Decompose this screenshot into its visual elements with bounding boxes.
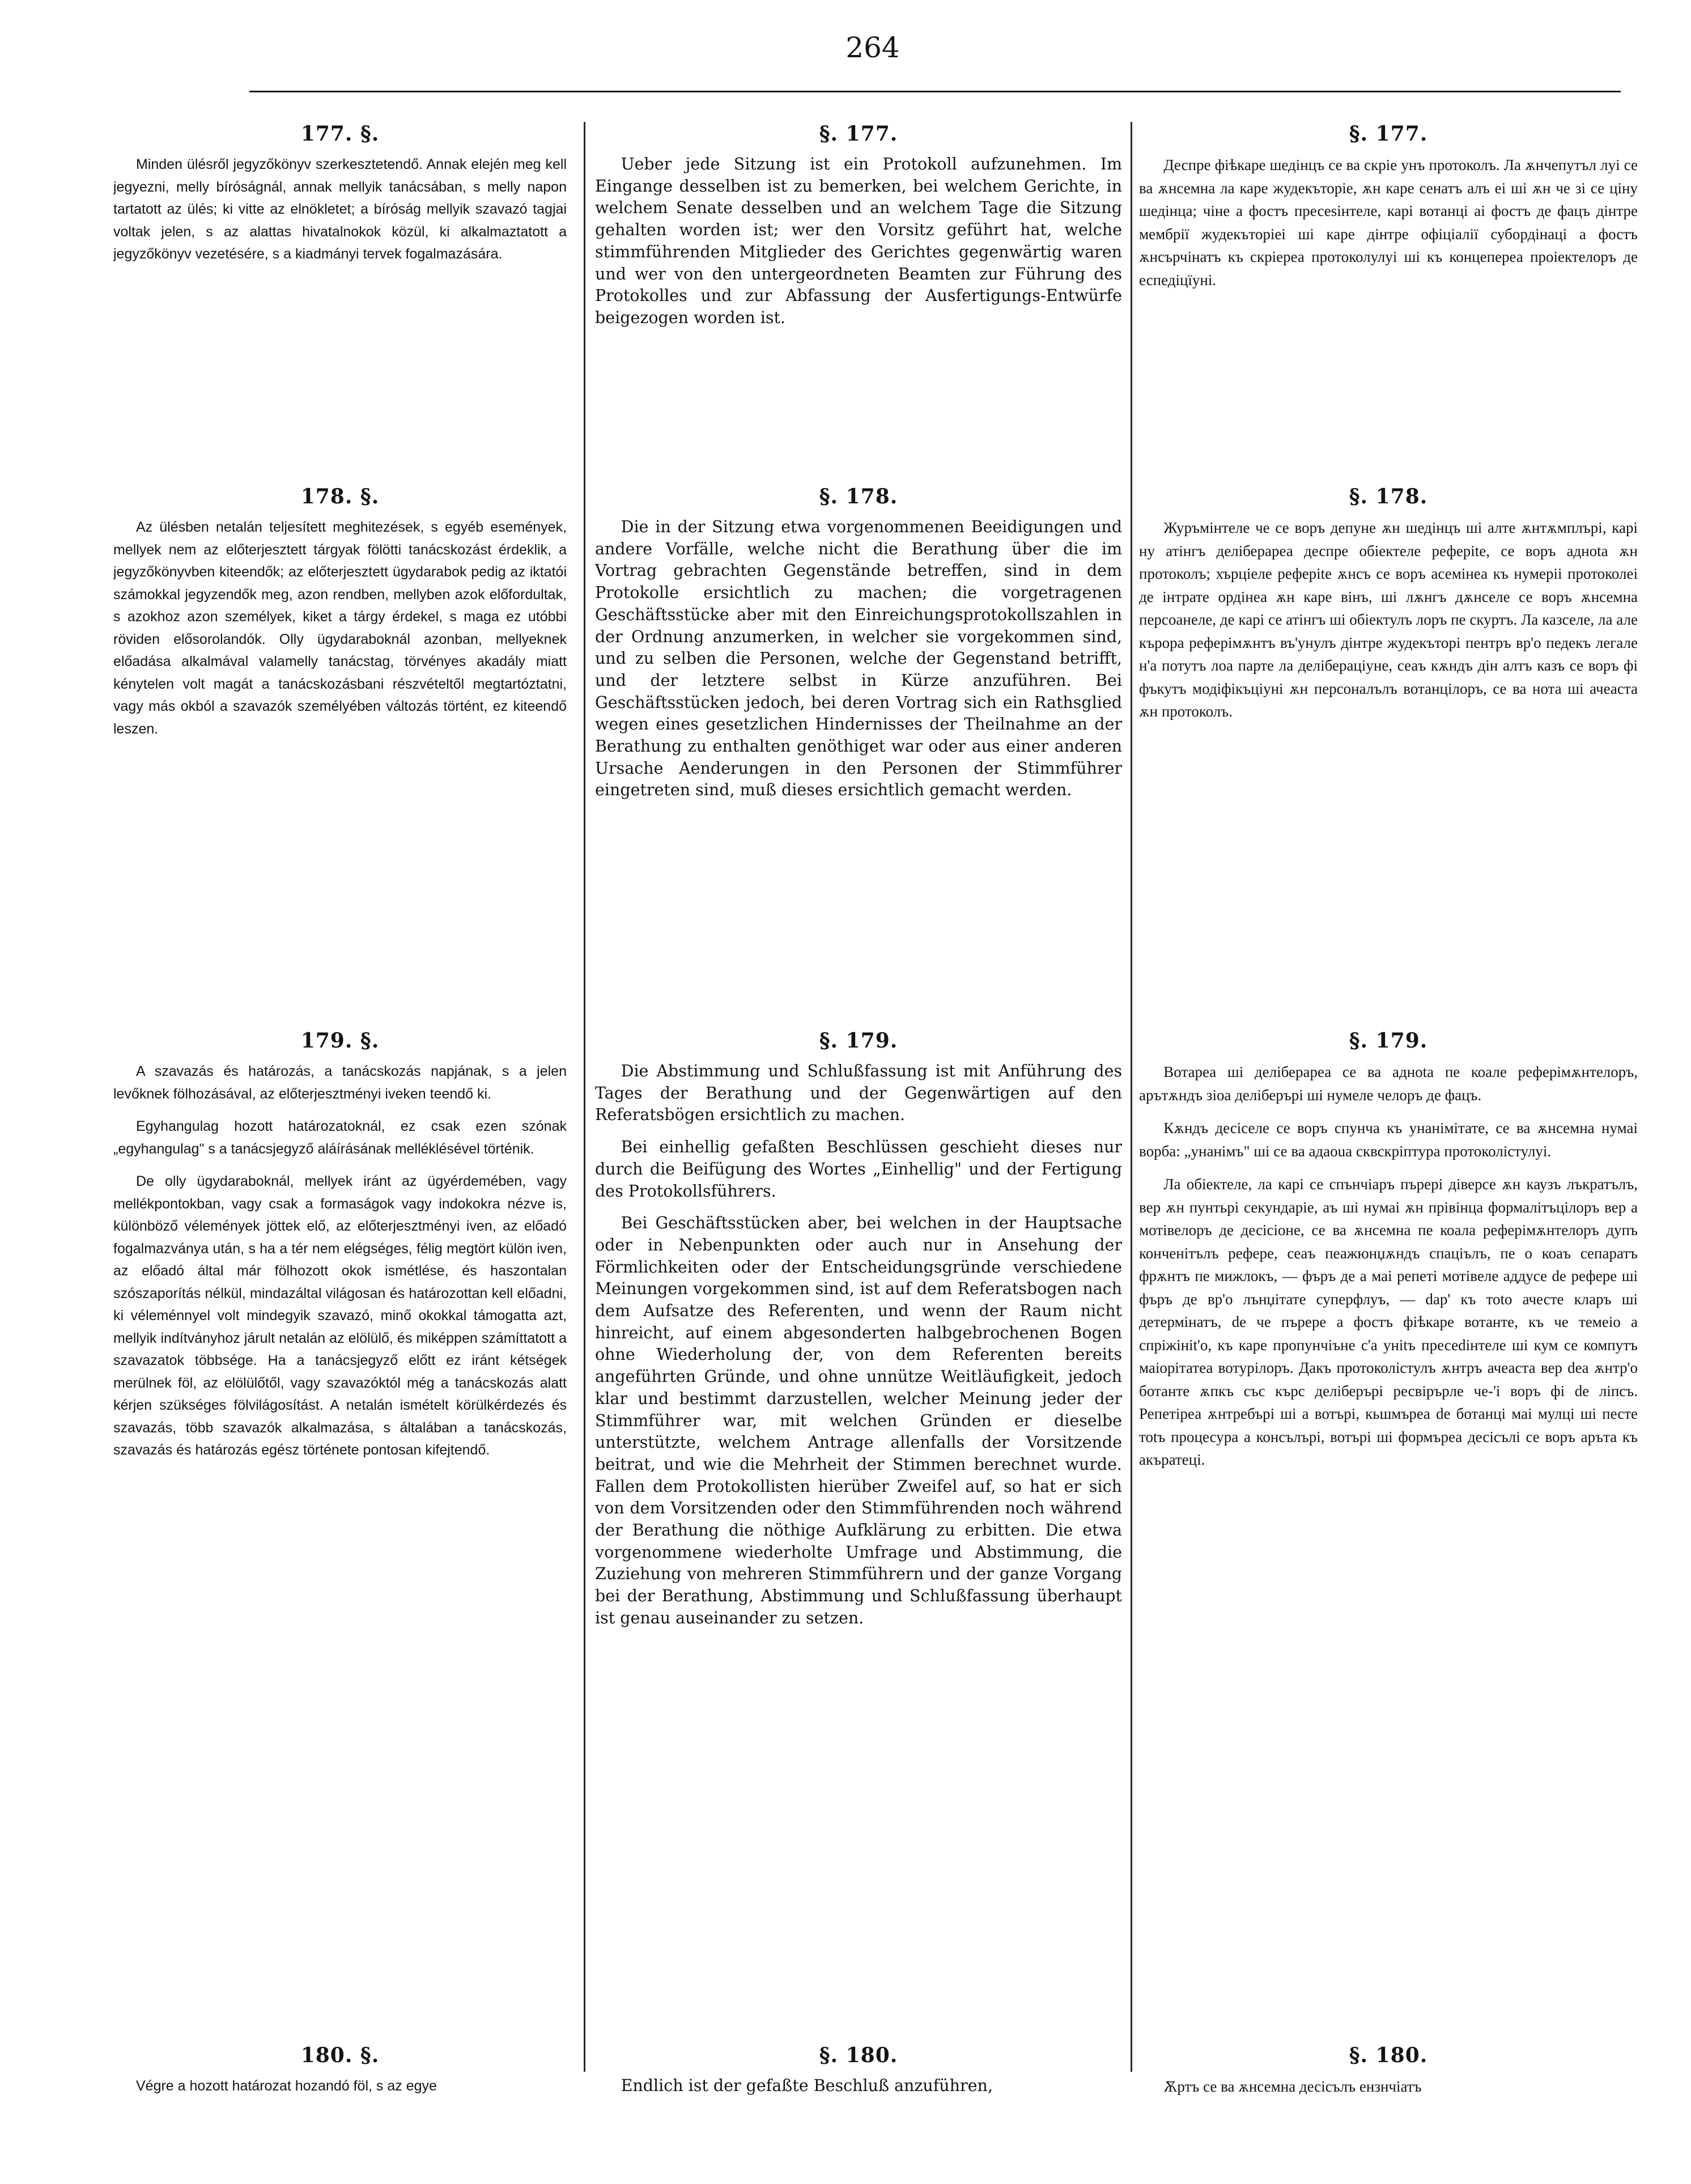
section-paragraph: Die in der Sitzung etwa vorgenommenen Beeidigungen und andere Vorfälle, welche nicht die Berathung über die im Vortrag gebrachten Gegenstände betreffen, sind in dem Protokolle ersichtlich zu machen; die vorgetragenen Geschäftsstücke aber mit den Einreichungsprotokollszahlen in der Ordnung anzumerken, in welcher sie vorgekommen sind, und zu selben die Personen, welche der Gegenstand betrifft, und der letztere selbst in Kürze anzuführen. Bei Geschäftsstücken jedoch, bei deren Vortrag sich ein Rathsglied wegen eines gesetzlichen Hindernisses der Theilnahme an der Berathung zu enthalten genöthiget war oder aus einer anderen Ursache Aenderungen in den Personen der Stimmführer eingetreten sind, muß dieses ersichtlich gemacht werden. [595,518,1122,800]
column-divider [1131,122,1132,2072]
section-heading: §. 177. [1349,122,1428,146]
section-heading: §. 179. [819,1029,898,1053]
section-heading: §. 178. [1349,485,1428,508]
section-177 [1139,122,1638,302]
section-paragraph: Кѫндъ десіселе се воръ спунча къ унанімітате, се ва ѫнсемна нумаі ворба: „унанімъ" ші се ва адаоuа сквскріптура протоколістулуі. [1139,1119,1638,1160]
section-paragraph: Ueber jede Sitzung ist ein Protokoll aufzunehmen. Im Eingange desselben ist zu bemerken, bei welchem Gerichte, in welchem Senate desselben und an welchem Tage die Sitzung gehalten worden ist; wer den Vorsitz geführt hat, welche stimmführenden Mitglieder des Gerichtes gegenwärtig waren und wer von den untergeordneten Beamten zur Führung des Protokolles und zur Abfassung der Ausfertigungs-Entwürfe beigezogen worden ist. [595,155,1122,327]
section-paragraph: Endlich ist der gefaßte Beschluß anzuführen, [621,2076,993,2095]
section-179 [1139,1029,1638,1482]
column-divider [584,122,585,2072]
section-paragraph: De olly ügydaraboknál, mellyek iránt az ügyérdemében, vagy mellékpontokban, vagy csak a formaságok vagy indokokra nézve is, különböző vélemények jöttek elő, az előterjesztményi iven, az előadó fogalmazványa után, s ha a tér nem elégséges, félig megtört külön iven, az előadó által már fölhozott okok ismétlése, és haszontalan szószaporítás nélkül, mindazáltal világosan és határozottan kell előadni, ki véleménnyel volt mindegyik szavazó, minő okokkal támogatta azt, mellyik indítványhoz járult netalán az elölülő, és miképpen számíttatott a szavazatok többsége. Ha a tanácsjegyző előtt ez iránt kétségek merülnek föl, az elölülőtől, vagy szavazóktól még a tanácskozás alatt kérjen szükséges fölvilágosítást. A netalán ismételt körülkérdezés és szavazás, több szavazók alkalmazása, s általában a tanácskozás, szavazás és határozás egész története pontosan kifejtendő. [113,1173,567,1458]
section-paragraph: Die Abstimmung und Schlußfassung ist mit Anführung des Tages der Berathung und der Gegenwärtigen auf den Referatsbögen ersichtlich zu machen. [595,1062,1122,1125]
header-rule [249,91,1621,92]
section-178 [1139,485,1638,733]
section-paragraph: Вотареа ші деліберареа се ва адноtа пе коале реферімѫнтелоръ, арътѫндъ зіоа деліберърі ші нумеле челоръ де фацъ. [1139,1063,1638,1104]
section-paragraph: Bei einhellig gefaßten Beschlüssen geschieht dieses nur durch die Beifügung des Wortes „Einhellig" und der Fertigung des Protokollsführers. [595,1138,1122,1201]
section-180 [113,2043,567,2108]
section-paragraph: Bei Geschäftsstücken aber, bei welchen in der Hauptsache oder in Nebenpunkten oder auch nur in Ansehung der Förmlichkeiten oder der Entscheidungsgründe verschiedene Meinungen vorgekommen sind, ist auf dem Referatsbogen nach dem Aufsatze des Referenten, und wenn der Raum nicht hinreicht, auf einem abgesonderten halbgebrochenen Bogen ohne Wiederholung der, von dem Referenten bereits angeführten Gründe, und ohne unnütze Weitläufigkeit, jedoch klar und bestimmt darzustellen, welcher Meinung jeder der Stimmführer war, mit welchen Gründen er dieselbe unterstützte, welchem Antrage allenfalls der Vorsitzende beitrat, und wie die Mehrheit der Stimmen berechnet wurde. Fallen dem Protokollisten hierüber Zweifel auf, so hat er sich von dem Vorsitzenden oder den Stimmführenden noch während der Berathung die nöthige Aufklärung zu erbitten. Die etwa vorgenommene wiederholte Umfrage und Abstimmung, die Zuziehung von mehreren Stimmführern und der ganze Vorgang bei der Berathung, Abstimmung und Schlußfassung überhaupt ist genau auseinander zu setzen. [595,1214,1122,1627]
section-heading: §. 180. [1349,2043,1428,2067]
section-heading: §. 179. [1349,1029,1428,1053]
section-177 [113,122,567,276]
romanian-column [1139,122,1638,2145]
section-179 [113,1029,567,1472]
section-heading: 179. §. [300,1029,380,1053]
section-paragraph: Ла обіектеле, ла карі се спънчіаръ пърері діверсе ѫн каузъ лъкратълъ, вер ѫн пунтьрі секундаріе, аъ ші нумаі ѫн прівінца формалітъцілоръ вер а мотівелоръ де десісіоне, се ва ѫнсемна пе коала реферімѫнтелоръ дупъ конченітълъ рефере, ceaъ пеажюнџѫндъ спаціълъ, пе o коаъ сепаратъ фрѫнтъ пе мижлокъ, — фъръ де а маі репеті мотівеле аддусе de рефере ші фъръ де вр'о лънџітате суперфлуъ, — dap' къ тоtо ачесте кларъ ші детермінатъ, dе че пърере а фостъ фіѣкаре вотанте, къ че темеіо а спріжініt'о, къ каре пропунчіъне с'а уніtъ пресеdінтеле ші кум се компутъ маіорітатеа вотурілоръ. Дакъ протоколістулъ ѫнтръ ачеаста вер dea ѫнтр'о ботанте ѫпкъ със кърс деліберърі ресвірърле че-'і воръ фі de ліпсъ. Репетіреа ѫнтребърі ші а вотърі, кьшмърea de ботанці маі мулці ші песте тоtъ процесура а консълърі, вотърі ші формъреа десісълі се воръ аръта къ акъратеці. [1139,1176,1638,1468]
section-paragraph: Minden ülésről jegyzőkönyv szerkesztetendő. Annak elején meg kell jegyezni, melly bíróságnál, annak mellyik tanácsában, s melly napon tartatott az ülés; ki vitte az elnökletet; a bíróság mellyik szavazó tagjai voltak jelen, s az alattas hivatalnokok közül, ki alkalmaztatott a jegyzőkönyv vezetésére, s a kiadmányi tervek fogalmazására. [113,156,567,262]
section-heading: §. 180. [819,2043,898,2067]
section-179 [595,1029,1122,1640]
section-heading: §. 178. [819,485,898,508]
section-paragraph: Egyhangulag hozott határozatoknál, ez csak ezen szónak „egyhangulag" s a tanácsjegyző aláírásának melléklésével történik. [113,1118,567,1157]
section-heading: §. 177. [819,122,898,146]
section-paragraph: Végre a hozott határozat hozandó föl, s az egye [136,2078,437,2094]
section-paragraph: Ѫртъ се ва ѫнсемна десісълъ ензнчіатъ [1163,2078,1422,2095]
section-heading: 177. §. [300,122,380,146]
section-paragraph: A szavazás és határozás, a tanácskozás napjának, s a jelen levőknek fölhozásával, az előterjesztményi iveken teendő ki. [113,1063,567,1102]
section-180 [1139,2043,1638,2109]
page-number: 264 [846,31,900,64]
section-heading: 178. §. [300,485,380,508]
section-180 [595,2043,1122,2107]
section-177 [595,122,1122,340]
section-178 [595,485,1122,812]
german-column [595,122,1122,2145]
section-paragraph: Az ülésben netalán teljesített meghitezések, s egyéb események, mellyek nem az előterjesztett tárgyak fölötti tanácskozást érdeklik, a jegyzőkönyvben kiteendők; az előterjesztett ügydarabok pedig az iktatói számokkal jegyzendők meg, azon rendben, mellyben azok előfordultak, s azokhoz azon személyek, kiket a tárgy érdekel, s maga ez utóbbi röviden elősorolandók. Olly ügydaraboknál azonban, mellyeknek előadása alkalmával valamelly tanácstag, törvényes akadály miatt kénytelen volt magát a tanácskozásbani részvételtől megtartóztatni, vagy más okból a szavazók személyében változás történt, ez kiteendő leszen. [113,519,567,737]
section-paragraph: Деспре фіѣкаре шедінцъ се ва скріе унъ протоколъ. Ла ѫнчепутъл луі се ва ѫнсемна ла каре жудекъторіе, ѫн каре сенатъ алъ еі ші ѫн че зі се ціну шедінца; чіне а фостъ пресеѕінтеле, карі вотанці аі фостъ де фацъ дінтре мембрії жудекъторіеі ші каре дінтре офіціалії субордінаці а фостъ ѫнсърчінатъ къ скріереа протоколулуі ші къ концепереа проіектелоръ де еспедіцїуні. [1139,156,1638,289]
hungarian-column [113,122,567,2145]
section-heading: 180. §. [300,2043,380,2067]
section-178 [113,485,567,750]
section-paragraph: Журъмінтеле че се воръ депуне ѫн шедінцъ ші алте ѫнтѫмплърі, карі ну атінгъ деліберареа деспре обіектеле рефеpite, се воръ адноta ѫн протоколъ; хърціеле рефеpite ѫнсъ се воръ асемінеа къ нумеріі протоколеі де інтрате ордінеа ѫн каре вінъ, ші лѫнгъ дѫнселе се воръ ѫнсемна персоанеле, де карі се атінгъ ші обіектулъ лоръ пе скуртъ. Ла казселе, ла але кърора реферімѫнтъ въ'унулъ дінтре жудекъторі пентръ вр'о педекъ легале н'а потутъ лоа парте ла делібераціуне, сеаъ кѫндъ дін алтъ казъ се воръ фі фъкутъ модіфікъціуні ѫн персоналълъ вотанцілоръ, се ва нота ші ачеаста ѫн протоколъ. [1139,519,1638,720]
